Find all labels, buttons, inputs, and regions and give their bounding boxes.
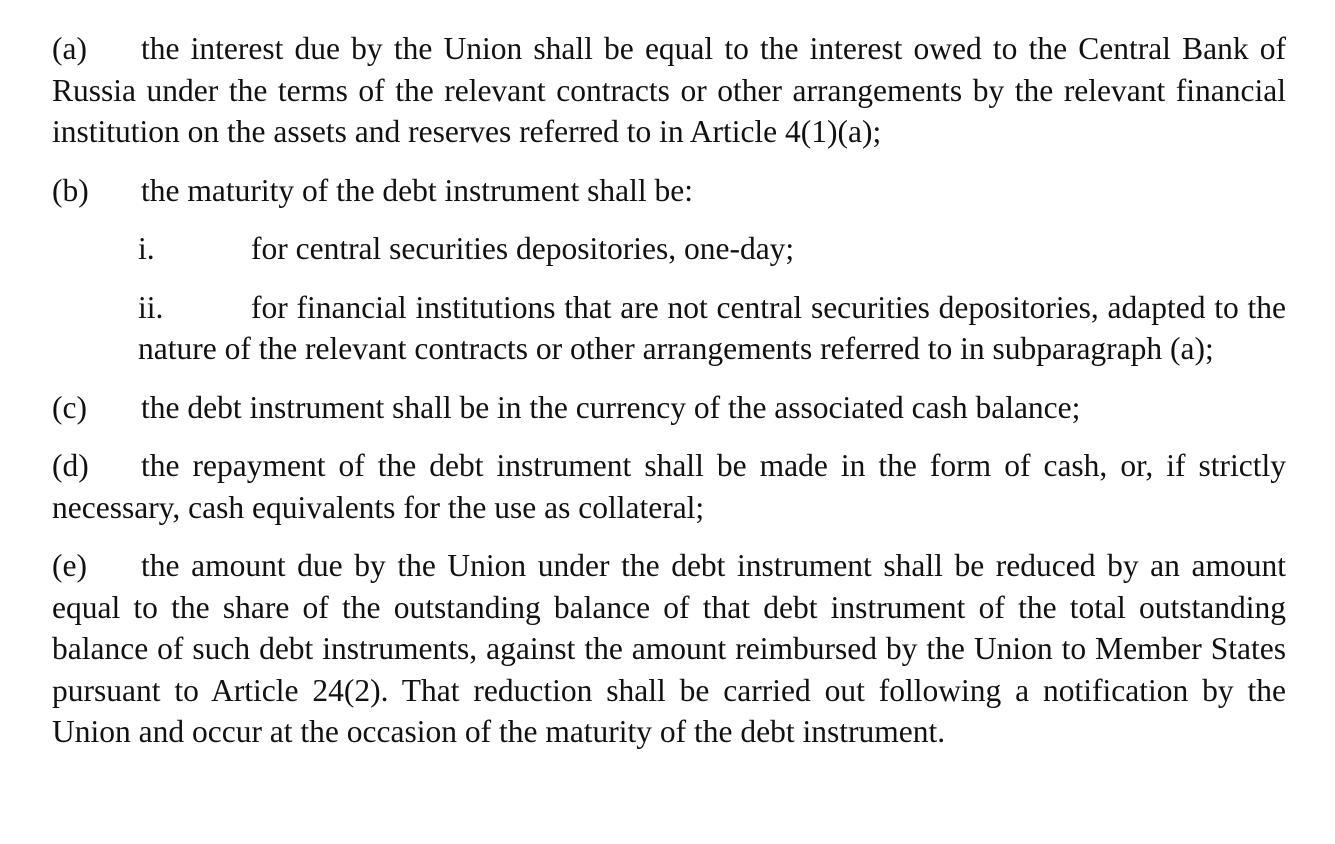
paragraph-text: the debt instrument shall be in the currency of the associated cash balance; [141,389,1081,425]
subparagraph-text: for financial institutions that are not central securities depositories, adapted to the nature of the relevant contracts or other arrangements referred to in subparagraph (a); [138,289,1286,366]
paragraph-a [52,28,1286,153]
subparagraph-label: ii. [138,289,164,325]
paragraph-label: (c) [52,389,87,425]
paragraph-label: (e) [52,548,87,583]
subparagraph-text: for central securities depositories, one-day; [251,231,795,266]
paragraph-e [52,545,1286,753]
subparagraph-ii [138,287,1286,370]
paragraph-text: the amount due by the Union under the debt instrument shall be reduced by an amount equal to the share of the outstanding balance of that debt instrument of the total outstanding balance of such debt instruments, against the amount reimbursed by the Union to Member States pursuant to Article 24(2). That reduction shall be carried out following a notification by the Union and occur at the occasion of the maturity of the debt instrument. [52,548,1286,749]
subparagraph-i [138,228,1286,270]
paragraph-c [52,387,1286,429]
paragraph-b [52,170,1286,212]
document-body [52,28,1286,753]
subparagraph-label: i. [138,231,155,266]
paragraph-label: (b) [52,172,89,208]
paragraph-text: the maturity of the debt instrument shall be: [141,172,694,208]
paragraph-d [52,445,1286,528]
paragraph-text: the repayment of the debt instrument shall be made in the form of cash, or, if strictly necessary, cash equivalents for the use as collateral; [52,448,1286,525]
paragraph-label: (d) [52,448,89,483]
paragraph-label: (a) [52,31,87,66]
paragraph-text: the interest due by the Union shall be equal to the interest owed to the Central Bank of Russia under the terms of the relevant contracts or other arrangements by the relevant financial institution on the assets and reserves referred to in Article 4(1)(a); [52,31,1286,149]
